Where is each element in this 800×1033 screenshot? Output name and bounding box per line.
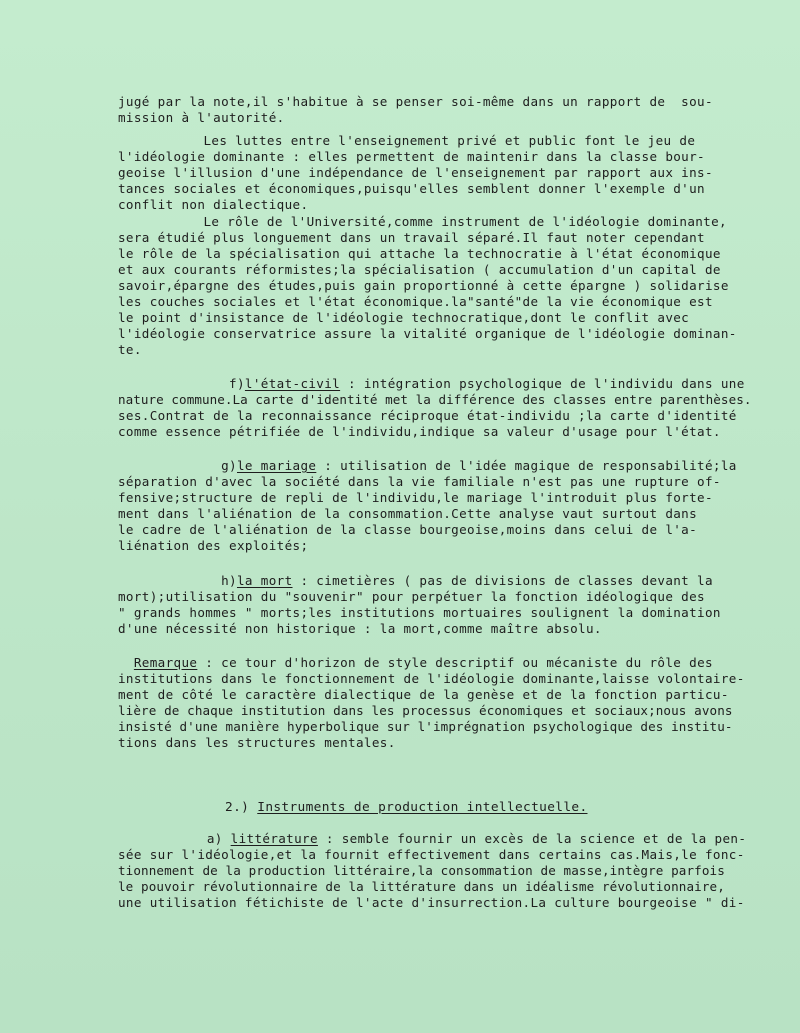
- text-line: mission à l'autorité.: [118, 110, 285, 125]
- item-marker: g): [118, 458, 237, 473]
- item-marker: h): [118, 573, 237, 588]
- remark-first-line: [118, 655, 713, 671]
- item-title-etat-civil: l'état-civil: [244, 376, 341, 391]
- text-line: Les luttes entre l'enseignement privé et public font le jeu de: [140, 133, 696, 148]
- section-title: Instruments de production intellectuelle.: [257, 800, 588, 815]
- text-line: ses.Contrat de la reconnaissance réciproque état-individu ;la carte d'identité: [118, 408, 737, 423]
- text-line: Le rôle de l'Université,comme instrument de l'idéologie dominante,: [140, 214, 727, 229]
- text-line: une utilisation fétichiste de l'acte d'insurrection.La culture bourgeoise " di-: [118, 895, 745, 910]
- text-line: tionnement de la production littéraire,la consommation de masse,intègre parfois: [118, 863, 725, 878]
- section-heading: [72, 800, 588, 816]
- text-fragment: : intégration psychologique de l'individu dans une: [340, 376, 745, 391]
- text-line: insisté d'une manière hyperbolique sur l'imprégnation psychologique des institu-: [118, 719, 733, 734]
- text-line: geoise l'illusion d'une indépendance de l'enseignement par rapport aux ins-: [118, 165, 713, 180]
- text-line: l'idéologie dominante : elles permettent de maintenir dans la classe bour-: [118, 149, 705, 164]
- text-line: le point d'insistance de l'idéologie technocratique,dont le conflit avec: [118, 310, 690, 325]
- text-line: lière de chaque institution dans les processus économiques et sociaux;nous avons: [118, 703, 733, 718]
- text-line: les couches sociales et l'état économique.la"santé"de la vie économique est: [118, 294, 713, 309]
- text-line: comme essence pétrifiée de l'individu,indique sa valeur d'usage pour l'état.: [118, 424, 721, 439]
- text-line: fensive;structure de repli de l'individu,le mariage l'introduit plus forte-: [118, 490, 713, 505]
- text-fragment: : semble fournir un excès de la science et de la pen-: [317, 831, 747, 846]
- section-number: 2.): [72, 800, 258, 815]
- item-title-mort: la mort: [236, 573, 293, 588]
- text-line: séparation d'avec la société dans la vie familiale n'est pas une rupture of-: [118, 474, 721, 489]
- text-line: conflit non dialectique.: [118, 197, 309, 212]
- text-line: l'idéologie conservatrice assure la vitalité organique de l'idéologie dominan-: [118, 326, 737, 341]
- item-marker: f): [118, 376, 245, 391]
- text-line: ment de côté le caractère dialectique de la genèse et de la fonction particu-: [118, 687, 729, 702]
- text-line: ment dans l'aliénation de la consommation.Cette analyse vaut surtout dans: [118, 506, 698, 521]
- text-line: tions dans les structures mentales.: [118, 735, 396, 750]
- text-line: jugé par la note,il s'habitue à se penser soi-même dans un rapport de sou-: [118, 94, 713, 109]
- text-line: sera étudié plus longuement dans un travail séparé.Il faut noter cependant: [118, 230, 705, 245]
- item-title-litterature: littérature: [230, 831, 318, 846]
- text-fragment: : ce tour d'horizon de style descriptif ou mécaniste du rôle des: [197, 655, 713, 670]
- section-a-first-line: [72, 831, 746, 847]
- text-line: tances sociales et économiques,puisqu'elles semblent donner l'exemple d'un: [118, 181, 705, 196]
- text-fragment: : cimetières ( pas de divisions de classes devant la: [292, 573, 713, 588]
- text-line: et aux courants réformistes;la spécialisation ( accumulation d'un capital de: [118, 262, 721, 277]
- item-marker: [118, 655, 134, 670]
- section-h-first-line: [118, 573, 713, 589]
- item-title-mariage: le mariage: [236, 458, 317, 473]
- text-line: le cadre de l'aliénation de la classe bourgeoise,moins dans celui de l'a-: [118, 522, 698, 537]
- text-line: le rôle de la spécialisation qui attache la technocratie à l'état économique: [118, 246, 721, 261]
- text-line: mort);utilisation du "souvenir" pour perpétuer la fonction idéologique des: [118, 589, 705, 604]
- text-fragment: : utilisation de l'idée magique de responsabilité;la: [316, 458, 737, 473]
- text-line: te.: [118, 342, 142, 357]
- text-line: sée sur l'idéologie,et la fournit effectivement dans certains cas.Mais,le fonc-: [118, 847, 745, 862]
- remark-title: Remarque: [133, 655, 198, 670]
- section-g-first-line: [118, 458, 737, 474]
- text-line: liénation des exploités;: [118, 538, 309, 553]
- item-marker: a): [72, 831, 231, 846]
- text-line: le pouvoir révolutionnaire de la littérature dans un idéalisme révolutionnaire,: [118, 879, 725, 894]
- text-line: " grands hommes " morts;les institutions mortuaires soulignent la domination: [118, 605, 721, 620]
- text-line: d'une nécessité non historique : la mort,comme maître absolu.: [118, 621, 602, 636]
- text-line: institutions dans le fonctionnement de l'idéologie dominante,laisse volontaire-: [118, 671, 745, 686]
- text-line: nature commune.La carte d'identité met la différence des classes entre parenthèses.: [118, 392, 752, 407]
- section-f-first-line: [118, 376, 745, 392]
- text-line: savoir,épargne des études,puis gain proportionné à cette épargne ) solidarise: [118, 278, 729, 293]
